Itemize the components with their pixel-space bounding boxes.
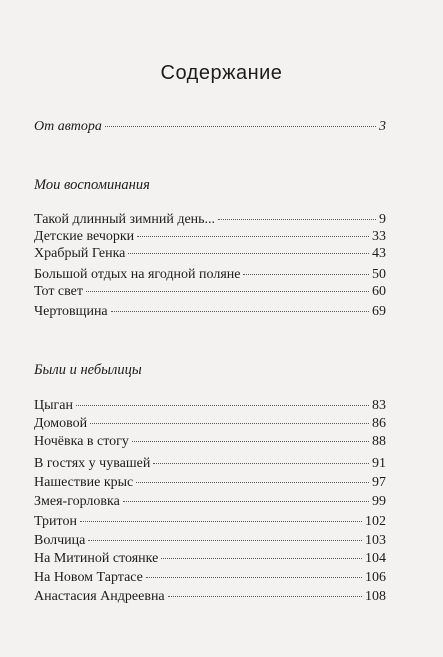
toc-entry	[34, 303, 386, 320]
toc-entry-label: Цыган	[34, 398, 73, 413]
toc-entry	[34, 550, 386, 567]
toc-entry-label: Чертовщина	[34, 304, 108, 319]
toc-entry-page: 50	[372, 267, 386, 282]
dot-leader	[146, 576, 362, 578]
dot-leader	[132, 440, 369, 442]
toc-entry-label: Большой отдых на ягодной поляне	[34, 267, 241, 282]
toc-entry-label: Тритон	[34, 514, 77, 529]
dot-leader	[218, 218, 376, 220]
dot-leader	[168, 595, 362, 597]
toc-entry-page: 102	[365, 514, 386, 529]
toc-entry	[34, 455, 386, 472]
toc-entry-page: 108	[365, 589, 386, 604]
dot-leader	[86, 290, 369, 292]
dot-leader	[136, 481, 369, 483]
toc-entry-page: 3	[379, 119, 386, 134]
page-title: Содержание	[160, 62, 283, 84]
toc-entry	[34, 228, 386, 245]
toc-entry-label: Нашествие крыс	[34, 475, 134, 490]
dot-leader	[105, 125, 376, 127]
toc-entry	[34, 513, 386, 530]
toc-entry	[34, 588, 386, 605]
toc-entry-page: 60	[372, 284, 386, 299]
toc-entry	[34, 283, 386, 300]
dot-leader	[88, 539, 362, 541]
toc-entry-page: 106	[365, 570, 386, 585]
toc-entry	[34, 474, 386, 491]
dot-leader	[153, 462, 369, 464]
toc-entry-page: 97	[372, 475, 386, 490]
section-heading: Были и небылицы	[34, 362, 142, 378]
dot-leader	[90, 422, 369, 424]
toc-entry	[34, 397, 386, 414]
toc-entry	[34, 266, 386, 283]
dot-leader	[161, 557, 362, 559]
toc-entry-page: 86	[372, 416, 386, 431]
toc-entry-page: 104	[365, 551, 386, 566]
dot-leader	[123, 500, 369, 502]
toc-entry-label: Волчица	[34, 533, 86, 548]
toc-entry-label: Домовой	[34, 416, 88, 431]
toc-entry-label: В гостях у чувашей	[34, 456, 151, 471]
toc-entry	[34, 532, 386, 549]
toc-entry	[34, 569, 386, 586]
dot-leader	[137, 235, 369, 237]
dot-leader	[243, 273, 369, 275]
toc-entry	[34, 211, 386, 228]
toc-entry	[34, 433, 386, 450]
dot-leader	[80, 520, 362, 522]
toc-entry-page: 99	[372, 494, 386, 509]
toc-entry-page: 33	[372, 229, 386, 244]
toc-entry	[34, 415, 386, 432]
toc-entry-label: Тот свет	[34, 284, 84, 299]
toc-entry-page: 91	[372, 456, 386, 471]
toc-entry	[34, 493, 386, 510]
toc-entry	[34, 245, 386, 262]
toc-entry-label: От автора	[34, 119, 102, 134]
toc-entry-label: Храбрый Генка	[34, 246, 126, 261]
dot-leader	[128, 252, 369, 254]
toc-entry-label: Детские вечорки	[34, 229, 135, 244]
toc-entry-label: Такой длинный зимний день...	[34, 212, 216, 227]
toc-entry-author-note	[34, 118, 386, 135]
toc-entry-page: 88	[372, 434, 386, 449]
toc-entry-page: 9	[379, 212, 386, 227]
section-heading: Мои воспоминания	[34, 177, 150, 193]
toc-entry-label: Ночёвка в стогу	[34, 434, 129, 449]
toc-entry-label: На Митиной стоянке	[34, 551, 159, 566]
toc-entry-label: Змея-горловка	[34, 494, 120, 509]
dot-leader	[111, 310, 369, 312]
dot-leader	[76, 404, 369, 406]
toc-entry-page: 83	[372, 398, 386, 413]
toc-entry-label: На Новом Тартасе	[34, 570, 143, 585]
toc-entry-page: 103	[365, 533, 386, 548]
toc-entry-page: 69	[372, 304, 386, 319]
toc-entry-page: 43	[372, 246, 386, 261]
toc-entry-label: Анастасия Андреевна	[34, 589, 165, 604]
